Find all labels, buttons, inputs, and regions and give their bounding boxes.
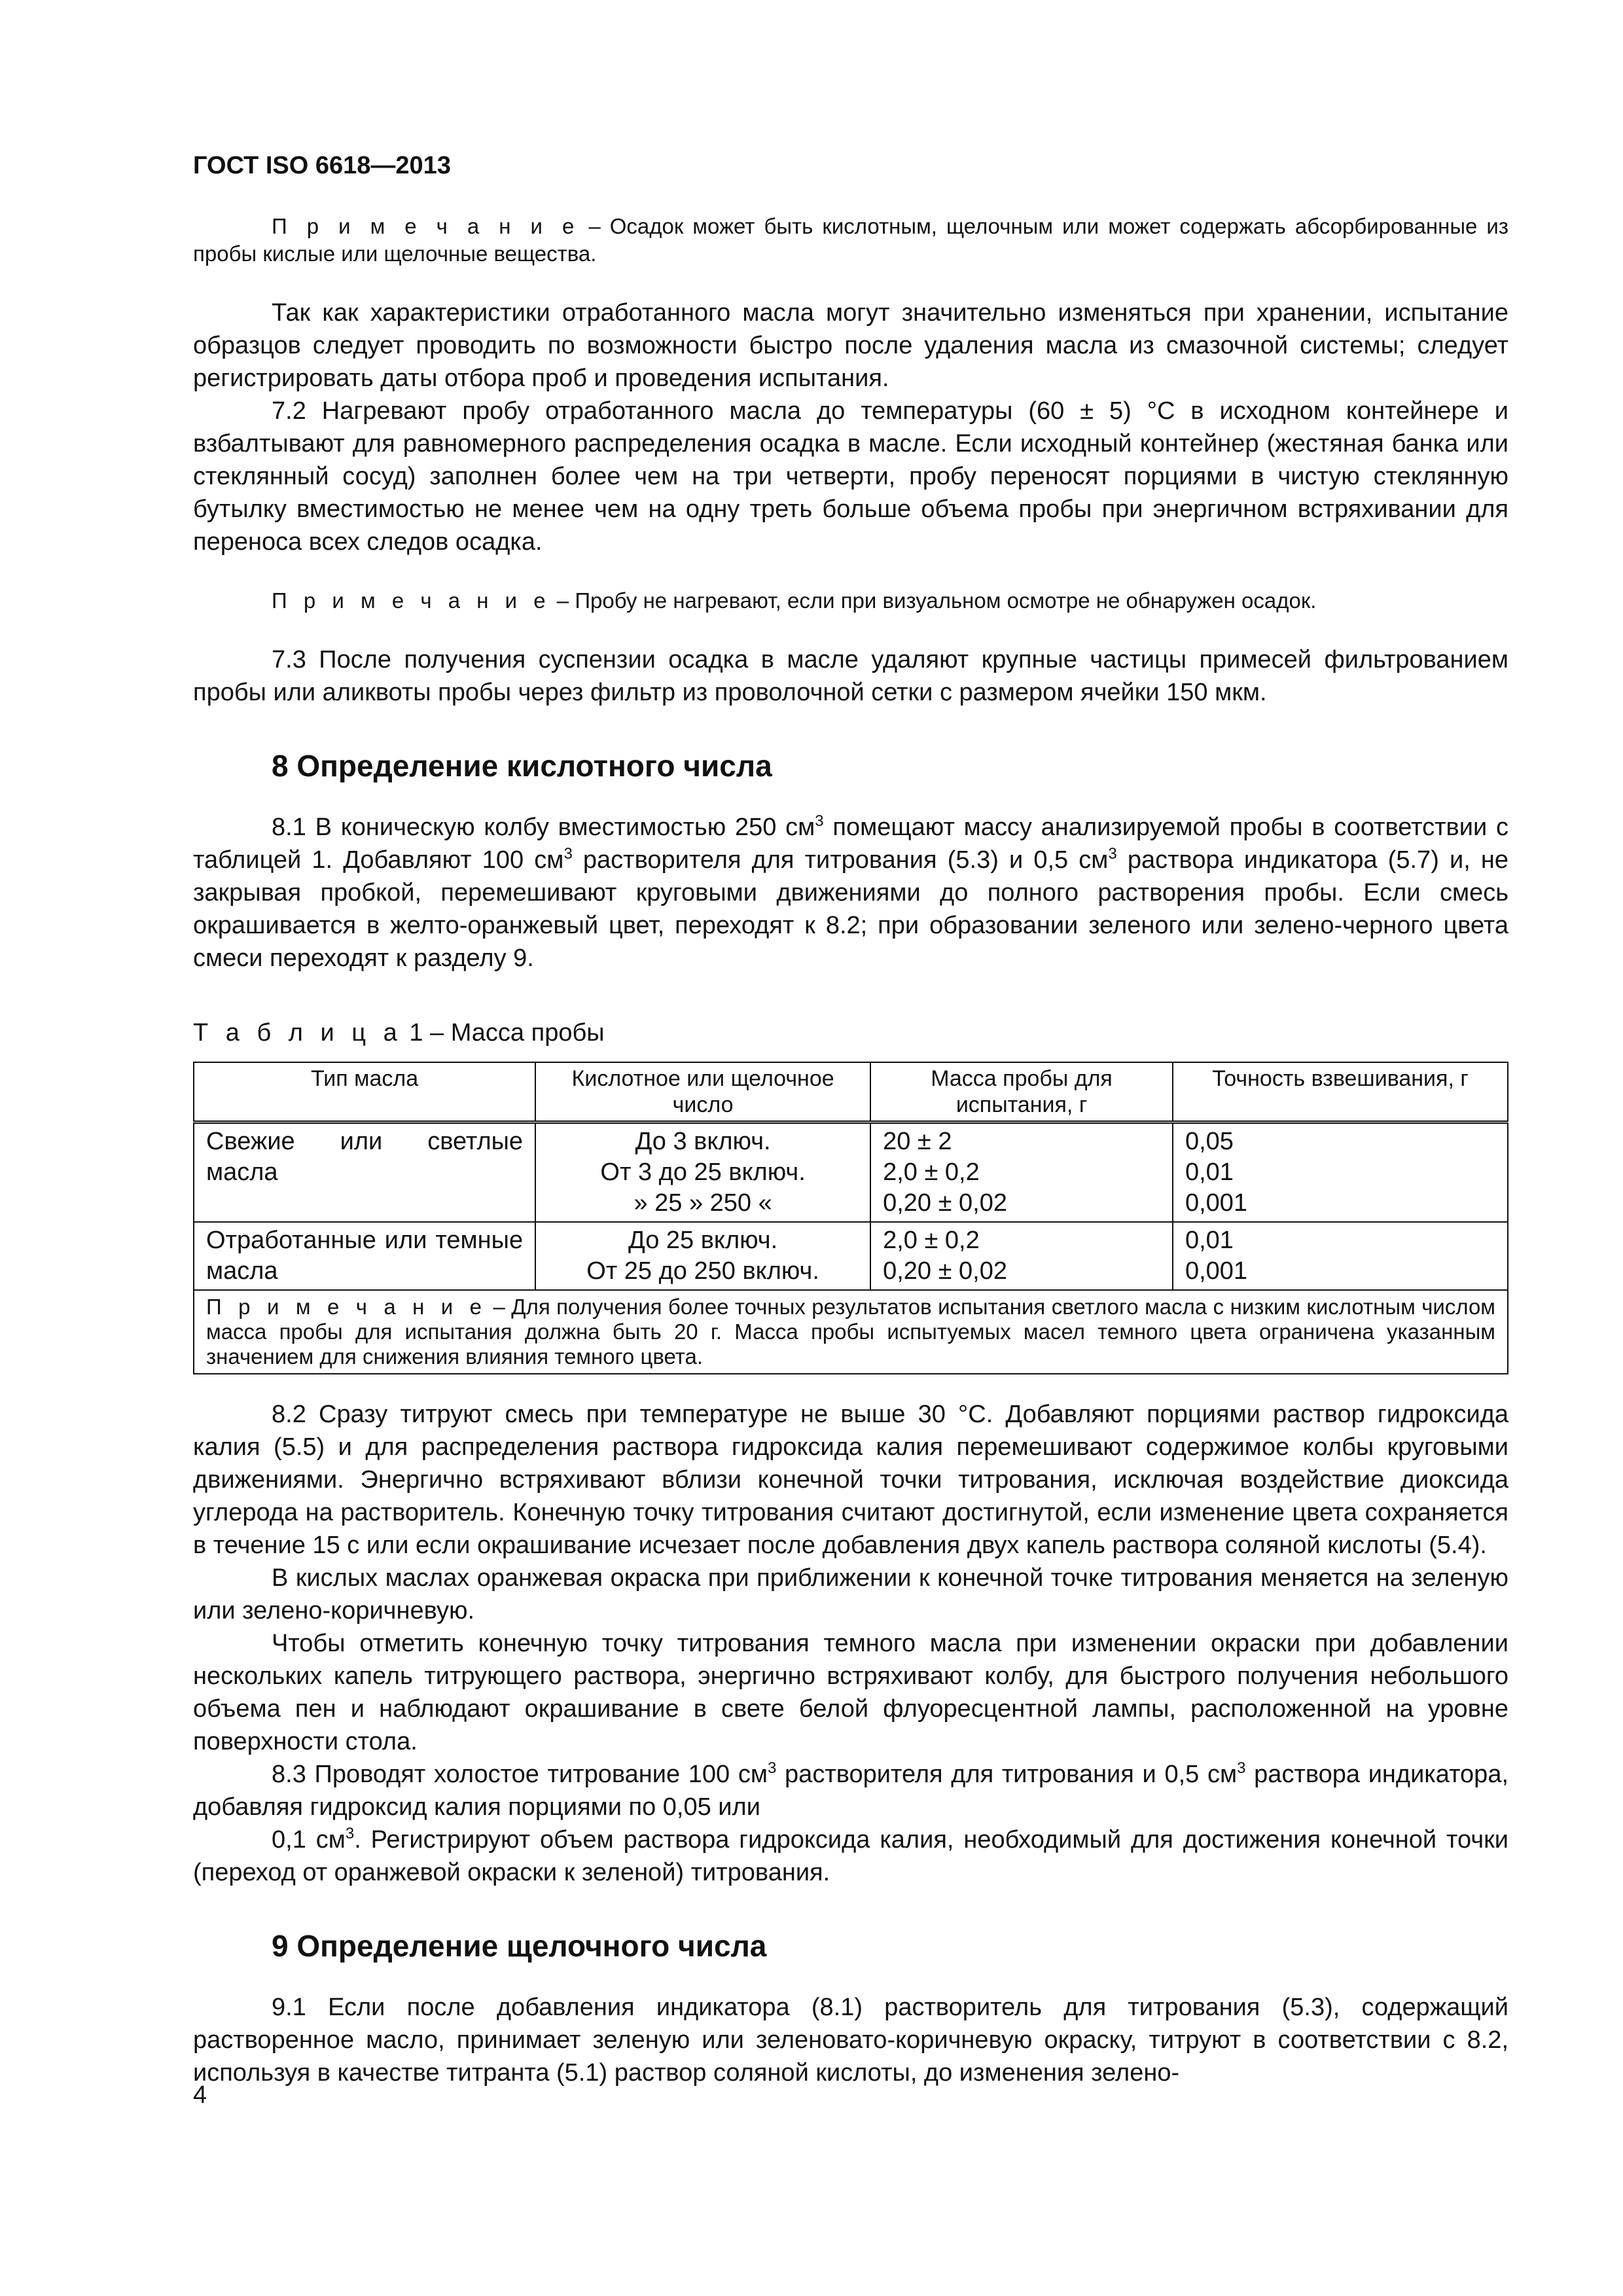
cell-line: » 25 » 250 « (633, 1189, 772, 1217)
note-label: П р и м е ч а н и е (272, 214, 580, 238)
cell-line: 0,20 ± 0,02 (883, 1189, 1007, 1217)
text-run: 8.3 Проводят холостое титрование 100 см (272, 1761, 768, 1788)
document-body (193, 213, 1508, 2089)
text-run: раствора индикатора (5.7) и, не закрывая пробкой, перемешивают круговыми движениями до полного растворения пробы. Если смесь окрашивается в желто-оранжевый цвет, переходят к 8.2; при образовании зеленого или зелено-черного цвета смеси переходят к разделу 9. (193, 846, 1508, 972)
column-header-number: Кислотное или щелочное число (535, 1062, 870, 1122)
paragraph-9-1: 9.1 Если после добавления индикатора (8.1) растворитель для титрования (5.3), содержащий растворенное масло, принимает зеленую или зеленовато-коричневую окраску, титруют в соответствии с 8.2, используя в качестве титранта (5.1) раствор соляной кислоты, до изменения зелено- (193, 1994, 1508, 2087)
cell-line: До 25 включ. (628, 1227, 778, 1254)
cell-oil-type: Отработанные или темные масла (194, 1222, 535, 1290)
cell-line: 2,0 ± 0,2 (883, 1158, 980, 1186)
paragraph-7-2: 7.2 Нагревают пробу отработанного масла до температуры (60 ± 5) °С в исходном контейнере и взбалтывают для равномерного распределения осадка в масле. Если исходный контейнер (жестяная банка или стеклянный сосуд) заполнен более чем на три четверти, пробу переносят порциями в чистую стеклянную бутылку вместимостью не менее чем на одну треть больше объема пробы при энергичном встряхивании для переноса всех следов осадка. (193, 397, 1508, 556)
section-9-title: 9 Определение щелочного числа (272, 1929, 767, 1963)
cell-line: От 25 до 250 включ. (586, 1257, 819, 1285)
paragraph-storage: Так как характеристики отработанного масла могут значительно изменяться при хранении, испытание образцов следует проводить по возможности быстро после удаления масла из смазочной системы; следует регистрировать даты отбора проб и проведения испытания. (193, 299, 1508, 392)
cell-line: 0,001 (1185, 1189, 1248, 1217)
note-label: П р и м е ч а н и е (206, 1295, 488, 1319)
table-row (194, 1222, 1508, 1290)
cell-line: От 3 до 25 включ. (600, 1158, 806, 1186)
text-run: 0,1 см (272, 1826, 346, 1854)
text-run: . Регистрируют объем раствора гидроксида калия, необходимый для достижения конечной точки (переход от оранжевой окраски к зеленой) титрования. (193, 1826, 1508, 1886)
table-header-row (194, 1062, 1508, 1122)
sample-mass-table (193, 1062, 1508, 1374)
cell-line: 0,05 (1185, 1128, 1234, 1155)
note-sediment (193, 213, 1508, 268)
note-label: П р и м е ч а н и е (272, 588, 551, 613)
document-header: ГОСТ ISO 6618—2013 (193, 152, 451, 179)
cell-line: 2,0 ± 0,2 (883, 1227, 980, 1254)
superscript: 3 (815, 812, 824, 830)
cell-mass (870, 1122, 1173, 1223)
table-caption-label: Т а б л и ц а (193, 1019, 402, 1047)
cell-line: 20 ± 2 (883, 1128, 952, 1155)
cell-accuracy (1173, 1122, 1508, 1223)
paragraph-8-2-acidic: В кислых маслах оранжевая окраска при приближении к конечной точке титрования меняется на зеленую или зелено-коричневую. (193, 1564, 1508, 1624)
note-text: – Осадок может быть кислотным, щелочным или может содержать абсорбированные из пробы кислые или щелочные вещества. (193, 214, 1508, 266)
note-heating (193, 587, 1508, 615)
superscript: 3 (768, 1759, 777, 1777)
table-caption-text: 1 – Масса пробы (402, 1019, 605, 1047)
cell-line: 0,20 ± 0,02 (883, 1257, 1007, 1285)
cell-number (535, 1222, 870, 1290)
column-header-accuracy: Точность взвешивания, г (1173, 1062, 1508, 1122)
note-text: – Для получения более точных результатов испытания светлого масла с низким кислотным числом масса пробы для испытания должна быть 20 г. Масса пробы испытуемых масел темного цвета ограничена указанным значением для снижения влияния темного цвета. (206, 1295, 1495, 1369)
cell-line: До 3 включ. (635, 1128, 771, 1155)
superscript: 3 (563, 845, 573, 863)
document-page (193, 0, 1508, 2296)
column-header-oil-type: Тип масла (194, 1062, 535, 1122)
text-run: 8.1 В коническую колбу вместимостью 250 см (272, 814, 815, 841)
column-header-mass: Масса пробы для испытания, г (870, 1062, 1173, 1122)
table-row (194, 1122, 1508, 1223)
cell-line: 0,01 (1185, 1227, 1234, 1254)
cell-oil-type: Свежие или светлые масла (194, 1122, 535, 1223)
superscript: 3 (1108, 845, 1117, 863)
section-8-title: 8 Определение кислотного числа (272, 749, 772, 783)
superscript: 3 (345, 1825, 355, 1842)
text-run: растворителя для титрования и 0,5 см (776, 1761, 1238, 1788)
text-run: раствора индикатора, добавляя гидроксид калия порциями по 0,05 или (193, 1761, 1509, 1821)
cell-number (535, 1122, 870, 1223)
superscript: 3 (1237, 1759, 1246, 1777)
page-number: 4 (193, 2081, 207, 2109)
paragraph-8-3-cont (193, 1823, 1508, 1889)
cell-mass (870, 1222, 1173, 1290)
paragraph-8-1 (193, 811, 1508, 975)
table-note (194, 1290, 1508, 1374)
paragraph-7-3: 7.3 После получения суспензии осадка в масле удаляют крупные частицы примесей фильтрованием пробы или аликвоты пробы через фильтр из проволочной сетки с размером ячейки 150 мкм. (193, 646, 1508, 706)
table-caption (193, 1019, 1508, 1047)
text-run: растворителя для титрования (5.3) и 0,5 см (572, 846, 1109, 874)
paragraph-8-2-dark-oil: Чтобы отметить конечную точку титрования темного масла при изменении окраски при добавлении нескольких капель титрующего раствора, энергично встряхивают колбу, для быстрого получения небольшого объема пен и наблюдают окрашивание в свете белой флуоресцентной лампы, расположенной на уровне поверхности стола. (193, 1630, 1508, 1755)
paragraph-8-2: 8.2 Сразу титруют смесь при температуре не выше 30 °С. Добавляют порциями раствор гидроксида калия (5.5) и для распределения раствора гидроксида калия перемешивают содержимое колбы круговыми движениями. Энергично встряхивают вблизи конечной точки титрования, исключая воздействие диоксида углерода на растворитель. Конечную точку титрования считают достигнутой, если изменение цвета сохраняется в течение 15 с или если окрашивание исчезает после добавления двух капель раствора соляной кислоты (5.4). (193, 1401, 1508, 1559)
cell-line: 0,001 (1185, 1257, 1248, 1285)
paragraph-8-3 (193, 1758, 1508, 1823)
table-note-row (194, 1290, 1508, 1374)
text-run: помещают массу анализируемой пробы в соответствии с таблицей 1. Добавляют 100 см (193, 814, 1508, 874)
cell-line: 0,01 (1185, 1158, 1234, 1186)
cell-accuracy (1173, 1222, 1508, 1290)
note-text: – Пробу не нагревают, если при визуальном осмотре не обнаружен осадок. (550, 588, 1317, 613)
